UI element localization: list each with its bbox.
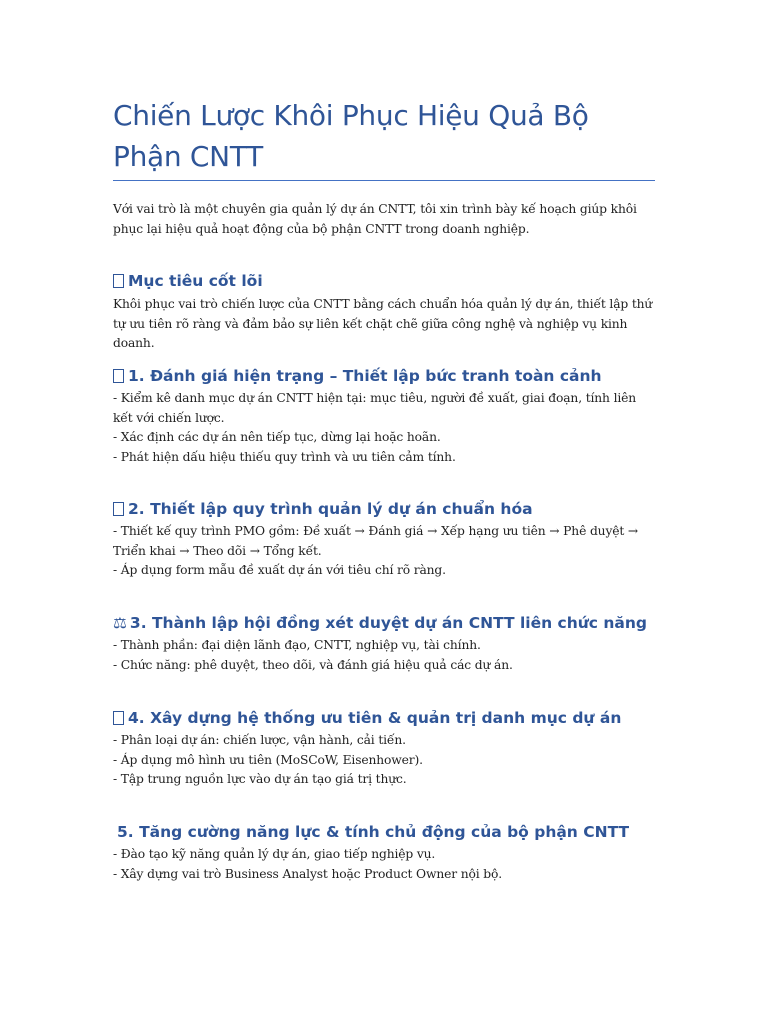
balance-scale-icon: ⚖ — [113, 614, 127, 632]
list-item: - Thành phần: đại diện lãnh đạo, CNTT, nghiệp vụ, tài chính. — [113, 638, 481, 652]
section-2-heading — [113, 499, 673, 519]
section-5-list — [113, 845, 658, 884]
intro-paragraph: Với vai trò là một chuyên gia quản lý dự án CNTT, tôi xin trình bày kế hoạch giúp khôi phục lại hiệu quả hoạt động của bộ phận CNTT trong doanh nghiệp. — [113, 202, 637, 236]
list-item: - Tập trung nguồn lực vào dự án tạo giá trị thực. — [113, 772, 407, 786]
list-item: - Chức năng: phê duyệt, theo dõi, và đánh giá hiệu quả các dự án. — [113, 657, 513, 672]
magnifier-icon — [113, 369, 124, 383]
gear-icon — [113, 502, 124, 516]
list-item: - Thiết kế quy trình PMO gồm: Đề xuất → Đánh giá → Xếp hạng ưu tiên → Phê duyệt → Triển khai → Theo dõi → Tổng kết. — [113, 524, 639, 558]
section-1-heading-text: 1. Đánh giá hiện trạng – Thiết lập bức tranh toàn cảnh — [128, 367, 602, 385]
page-title: Chiến Lược Khôi Phục Hiệu Quả Bộ Phận CNTT — [113, 99, 589, 173]
core-goal-heading-text: Mục tiêu cốt lõi — [128, 272, 263, 290]
chart-icon — [113, 711, 124, 725]
section-3-list — [113, 636, 658, 675]
list-item: - Áp dụng mô hình ưu tiên (MoSCoW, Eisenhower). — [113, 752, 423, 767]
section-1-list — [113, 389, 658, 467]
list-item: - Phân loại dự án: chiến lược, vận hành, cải tiến. — [113, 733, 406, 747]
list-item: - Xác định các dự án nên tiếp tục, dừng lại hoặc hoãn. — [113, 430, 441, 444]
section-5-heading-text: 5. Tăng cường năng lực & tính chủ động của bộ phận CNTT — [117, 823, 630, 841]
section-1-heading — [113, 366, 673, 386]
list-item: - Áp dụng form mẫu đề xuất dự án với tiêu chí rõ ràng. — [113, 563, 446, 577]
section-2-list — [113, 522, 658, 581]
list-item: - Xây dựng vai trò Business Analyst hoặc Product Owner nội bộ. — [113, 866, 503, 881]
target-icon — [113, 274, 124, 288]
section-5-heading — [117, 822, 677, 842]
section-4-list — [113, 731, 658, 790]
section-3-heading-text: 3. Thành lập hội đồng xét duyệt dự án CNTT liên chức năng — [129, 614, 647, 632]
section-4-heading-text: 4. Xây dựng hệ thống ưu tiên & quản trị danh mục dự án — [128, 709, 622, 727]
core-goal-heading — [113, 271, 673, 291]
section-2-heading-text: 2. Thiết lập quy trình quản lý dự án chuẩn hóa — [128, 500, 533, 518]
section-4-heading — [113, 708, 673, 728]
list-item: - Kiểm kê danh mục dự án CNTT hiện tại: mục tiêu, người đề xuất, giai đoạn, tính liên kết với chiến lược. — [113, 391, 637, 425]
list-item: - Phát hiện dấu hiệu thiếu quy trình và ưu tiên cảm tính. — [113, 449, 456, 464]
title-divider — [113, 180, 655, 181]
list-item: - Đào tạo kỹ năng quản lý dự án, giao tiếp nghiệp vụ. — [113, 847, 436, 861]
core-goal-paragraph: Khôi phục vai trò chiến lược của CNTT bằng cách chuẩn hóa quản lý dự án, thiết lập thứ tự ưu tiên rõ ràng và đảm bảo sự liên kết chặt chẽ giữa công nghệ và nghiệp vụ kinh doanh. — [113, 297, 653, 350]
section-3-heading — [113, 613, 673, 633]
